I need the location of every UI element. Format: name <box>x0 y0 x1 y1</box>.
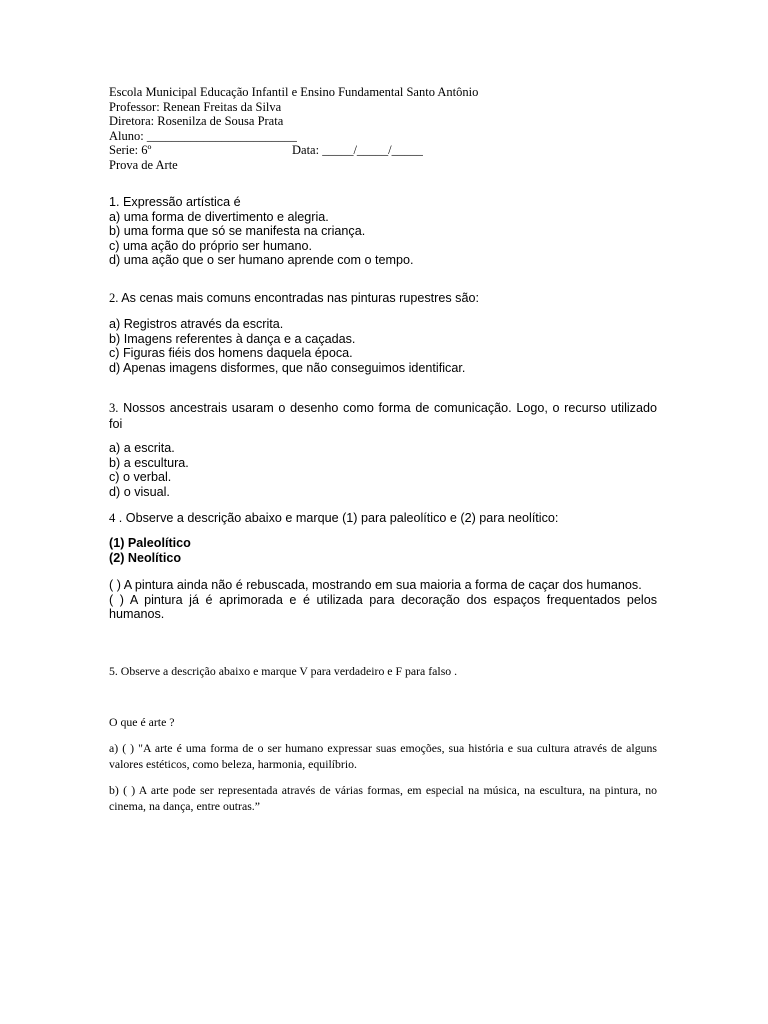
question-2-option-c: c) Figuras fiéis dos homens daquela época. <box>109 346 353 360</box>
question-3-option-a: a) a escrita. <box>109 441 175 455</box>
question-4-legend <box>109 536 657 565</box>
question-5-item-a <box>109 740 657 772</box>
question-3-options <box>109 441 657 499</box>
question-1-option-c: c) uma ação do próprio ser humano. <box>109 238 313 253</box>
question-4-text: . Observe a descrição abaixo e marque (1) para paleolítico e (2) para neolítico: <box>115 511 559 525</box>
question-2-option-b: b) Imagens referentes à dança e a caçadas. <box>109 331 356 346</box>
question-3-title <box>109 400 657 432</box>
grade-date-row <box>109 143 478 158</box>
question-2-number: 2. <box>109 291 119 305</box>
question-3 <box>109 400 657 432</box>
exam-title: Prova de Arte <box>109 157 178 172</box>
question-1-option-a: a) uma forma de divertimento e alegria. <box>109 209 329 224</box>
question-2 <box>109 291 657 306</box>
teacher-line: Professor: Renean Freitas da Silva <box>109 99 282 114</box>
question-4-title <box>109 511 657 526</box>
exam-header <box>109 85 478 172</box>
question-3-text: Nossos ancestrais usaram o desenho como forma de comunicação. Logo, o recurso utilizado foi <box>109 401 657 431</box>
legend-neolitico: (2) Neolítico <box>109 550 182 565</box>
question-5-item-b <box>109 782 657 814</box>
date-line: Data: _____/_____/_____ <box>292 143 423 157</box>
question-4-items <box>109 578 657 622</box>
question-1-option-b: b) uma forma que só se manifesta na criança. <box>109 224 366 238</box>
question-5-item-b-text: b) ( ) A arte pode ser representada através de várias formas, em especial na música, na escultura, na pintura, no cinema, na dança, entre outras.” <box>109 783 657 813</box>
question-4-item-2: ( ) A pintura já é aprimorada e é utilizada para decoração dos espaços frequentados pelos humanos. <box>109 592 657 621</box>
question-4 <box>109 511 657 526</box>
question-4-item-1: ( ) A pintura ainda não é rebuscada, mostrando em sua maioria a forma de caçar dos humanos. <box>109 578 642 592</box>
student-line: Aluno: ________________________ <box>109 128 297 143</box>
question-3-option-c: c) o verbal. <box>109 470 172 484</box>
question-5-item-a-text: a) ( ) "A arte é uma forma de o ser humano expressar suas emoções, sua história e sua cultura através de alguns valores estéticos, como beleza, harmonia, equilíbrio. <box>109 741 657 771</box>
director-line: Diretora: Rosenilza de Sousa Prata <box>109 114 284 128</box>
question-1-option-d: d) uma ação que o ser humano aprende com o tempo. <box>109 253 414 267</box>
grade-line: Serie: 6º <box>109 143 152 157</box>
question-2-option-a: a) Registros através da escrita. <box>109 317 284 331</box>
school-name: Escola Municipal Educação Infantil e Ensino Fundamental Santo Antônio <box>109 85 479 99</box>
question-2-option-d: d) Apenas imagens disformes, que não conseguimos identificar. <box>109 360 466 375</box>
question-3-number: 3. <box>109 401 119 415</box>
question-1-title: 1. Expressão artística é <box>109 195 241 209</box>
question-3-option-d: d) o visual. <box>109 484 170 499</box>
question-1 <box>109 195 657 268</box>
question-5-title: 5. Observe a descrição abaixo e marque V para verdadeiro e F para falso . <box>109 664 458 678</box>
question-2-options <box>109 317 657 375</box>
question-2-title <box>109 291 657 306</box>
question-2-text: As cenas mais comuns encontradas nas pinturas rupestres são: <box>118 291 479 305</box>
question-5-subtitle: O que é arte ? <box>109 715 175 729</box>
question-4-number: 4 <box>109 511 116 525</box>
legend-paleolitico: (1) Paleolítico <box>109 536 191 550</box>
question-3-option-b: b) a escultura. <box>109 455 189 470</box>
